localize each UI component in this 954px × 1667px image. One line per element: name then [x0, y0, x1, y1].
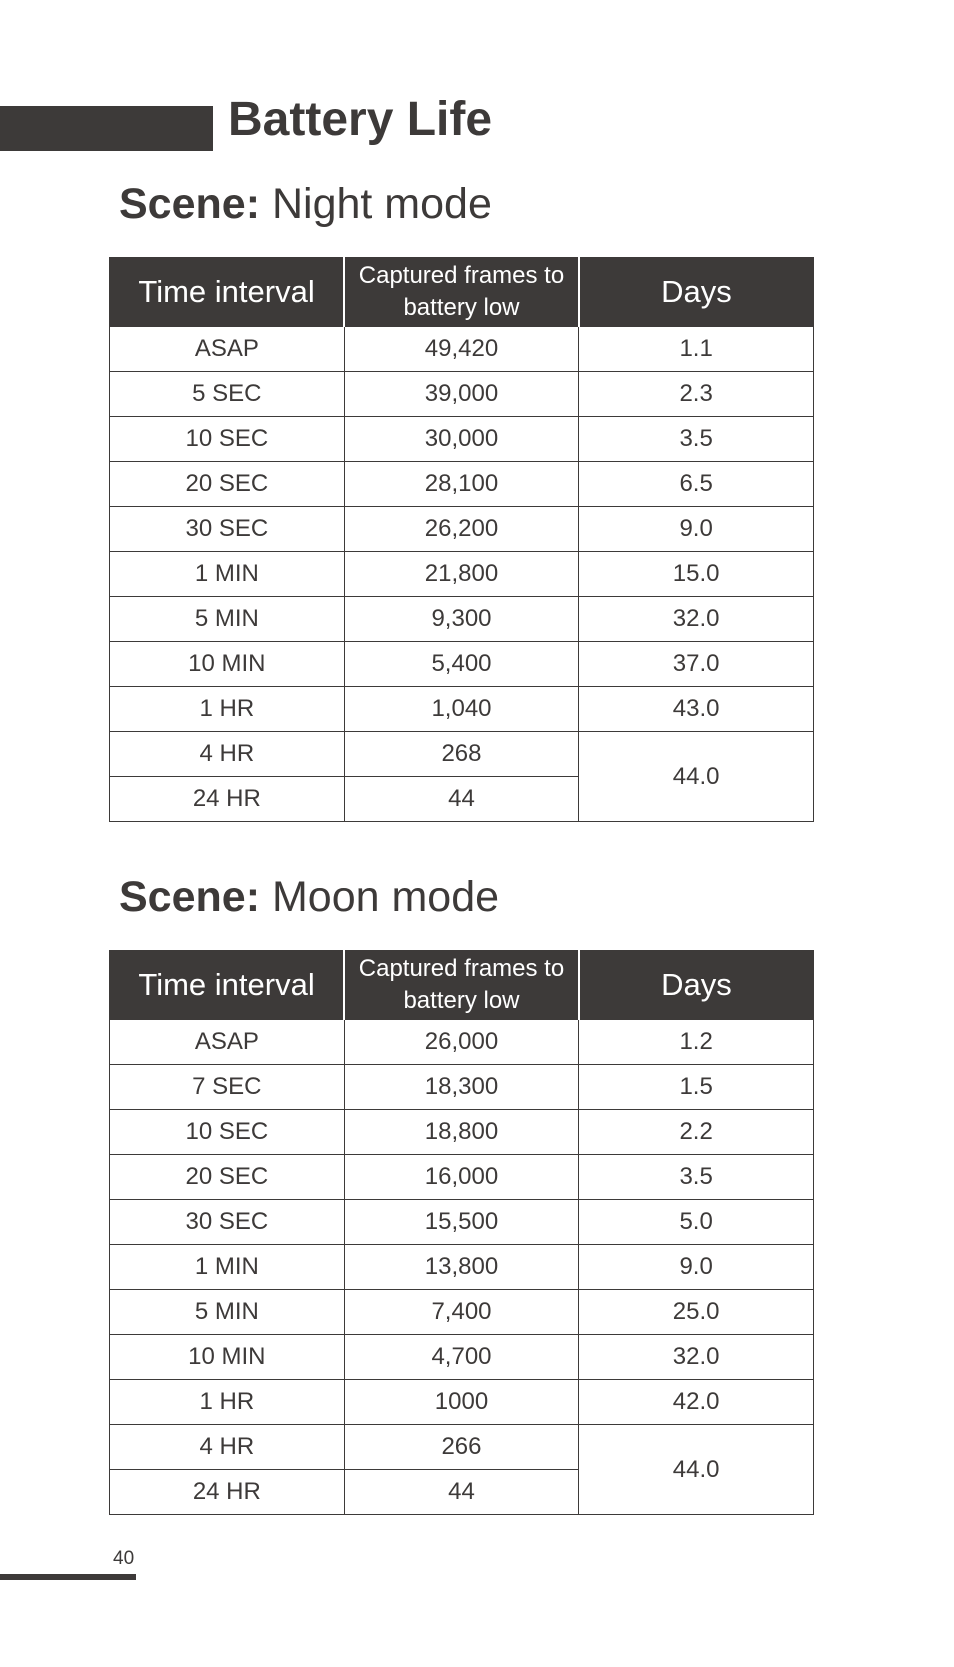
- cell-interval: 20 SEC: [110, 462, 345, 507]
- cell-interval: 20 SEC: [110, 1155, 345, 1200]
- header-time-interval: Time interval: [110, 951, 345, 1020]
- cell-days: 1.1: [579, 327, 814, 372]
- cell-interval: 1 MIN: [110, 1245, 345, 1290]
- table-row: [110, 1200, 814, 1245]
- cell-interval: 10 MIN: [110, 642, 345, 687]
- cell-frames: 18,800: [344, 1110, 579, 1155]
- cell-frames: 266: [344, 1425, 579, 1470]
- cell-interval: 4 HR: [110, 1425, 345, 1470]
- table-row: [110, 1065, 814, 1110]
- cell-days: 43.0: [579, 687, 814, 732]
- cell-interval: 5 MIN: [110, 597, 345, 642]
- cell-days: 32.0: [579, 1335, 814, 1380]
- cell-days: 3.5: [579, 1155, 814, 1200]
- table-row: [110, 417, 814, 462]
- header-captured-frames: Captured frames to battery low: [344, 951, 579, 1020]
- table-row: [110, 327, 814, 372]
- cell-frames: 30,000: [344, 417, 579, 462]
- cell-interval: 5 SEC: [110, 372, 345, 417]
- cell-frames: 15,500: [344, 1200, 579, 1245]
- table-row: [110, 1380, 814, 1425]
- cell-frames: 28,100: [344, 462, 579, 507]
- table-header-row: [110, 258, 814, 327]
- table-row: [110, 1155, 814, 1200]
- scene-mode: Moon mode: [271, 873, 500, 921]
- cell-frames: 18,300: [344, 1065, 579, 1110]
- cell-interval: 1 MIN: [110, 552, 345, 597]
- cell-days: 32.0: [579, 597, 814, 642]
- cell-days: 5.0: [579, 1200, 814, 1245]
- scene-label: Scene:: [119, 873, 261, 921]
- cell-days: 42.0: [579, 1380, 814, 1425]
- cell-interval: 1 HR: [110, 1380, 345, 1425]
- cell-frames: 26,200: [344, 507, 579, 552]
- cell-interval: 10 SEC: [110, 1110, 345, 1155]
- cell-frames: 1000: [344, 1380, 579, 1425]
- table-row: [110, 1290, 814, 1335]
- table-header-row: [110, 951, 814, 1020]
- cell-interval: 24 HR: [110, 777, 345, 822]
- cell-frames: 49,420: [344, 327, 579, 372]
- cell-days: 1.5: [579, 1065, 814, 1110]
- cell-frames: 13,800: [344, 1245, 579, 1290]
- cell-days: 25.0: [579, 1290, 814, 1335]
- table-row: [110, 1110, 814, 1155]
- cell-frames: 16,000: [344, 1155, 579, 1200]
- cell-frames: 4,700: [344, 1335, 579, 1380]
- scene-heading-night: [119, 180, 492, 229]
- title-accent-bar: [0, 106, 213, 151]
- table-row: [110, 462, 814, 507]
- cell-frames: 9,300: [344, 597, 579, 642]
- table-row: [110, 1425, 814, 1470]
- cell-days: 6.5: [579, 462, 814, 507]
- table-row: [110, 687, 814, 732]
- table-row: [110, 552, 814, 597]
- cell-days: 9.0: [579, 1245, 814, 1290]
- page-title: Battery Life: [228, 93, 493, 146]
- header-captured-frames: Captured frames to battery low: [344, 258, 579, 327]
- cell-frames: 21,800: [344, 552, 579, 597]
- cell-interval: 4 HR: [110, 732, 345, 777]
- cell-frames: 268: [344, 732, 579, 777]
- cell-days: 1.2: [579, 1020, 814, 1065]
- battery-table-night: [109, 257, 814, 822]
- header-time-interval: Time interval: [110, 258, 345, 327]
- cell-frames: 7,400: [344, 1290, 579, 1335]
- scene-heading-moon: [119, 873, 499, 922]
- cell-frames: 1,040: [344, 687, 579, 732]
- table-row: [110, 1020, 814, 1065]
- cell-interval: 30 SEC: [110, 1200, 345, 1245]
- cell-days: 2.2: [579, 1110, 814, 1155]
- header-days: Days: [579, 951, 814, 1020]
- cell-interval: 1 HR: [110, 687, 345, 732]
- cell-frames: 26,000: [344, 1020, 579, 1065]
- table-row: [110, 1245, 814, 1290]
- cell-interval: ASAP: [110, 1020, 345, 1065]
- cell-days: 2.3: [579, 372, 814, 417]
- cell-frames: 39,000: [344, 372, 579, 417]
- cell-interval: 7 SEC: [110, 1065, 345, 1110]
- cell-days-merged: 44.0: [579, 1425, 814, 1515]
- scene-label: Scene:: [119, 180, 261, 228]
- scene-mode: Night mode: [271, 180, 492, 228]
- cell-interval: 30 SEC: [110, 507, 345, 552]
- table-row: [110, 372, 814, 417]
- page-number: 40: [113, 1548, 135, 1569]
- cell-frames: 44: [344, 777, 579, 822]
- cell-days: 9.0: [579, 507, 814, 552]
- header-days: Days: [579, 258, 814, 327]
- cell-interval: 10 SEC: [110, 417, 345, 462]
- table-row: [110, 732, 814, 777]
- cell-interval: 24 HR: [110, 1470, 345, 1515]
- table-row: [110, 597, 814, 642]
- table-row: [110, 642, 814, 687]
- cell-interval: ASAP: [110, 327, 345, 372]
- footer-rule: [0, 1574, 136, 1580]
- cell-days: 3.5: [579, 417, 814, 462]
- cell-interval: 10 MIN: [110, 1335, 345, 1380]
- battery-table-moon: [109, 950, 814, 1515]
- cell-interval: 5 MIN: [110, 1290, 345, 1335]
- cell-frames: 44: [344, 1470, 579, 1515]
- cell-days: 37.0: [579, 642, 814, 687]
- cell-frames: 5,400: [344, 642, 579, 687]
- cell-days-merged: 44.0: [579, 732, 814, 822]
- table-row: [110, 1335, 814, 1380]
- cell-days: 15.0: [579, 552, 814, 597]
- table-row: [110, 507, 814, 552]
